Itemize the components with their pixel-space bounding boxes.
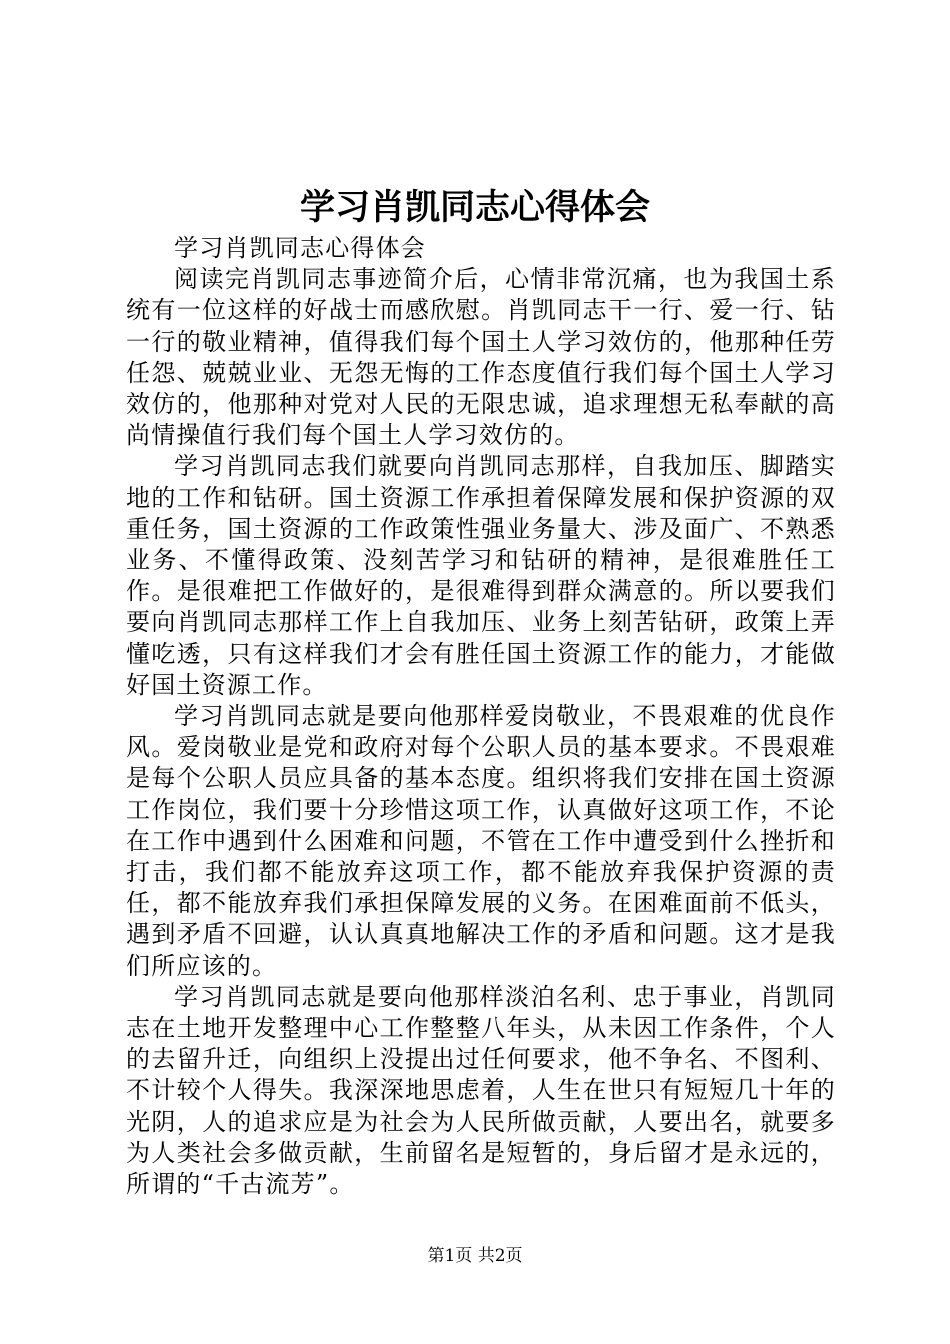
body-paragraph-3: 学习肖凯同志就是要向他那样爱岗敬业，不畏艰难的优良作风。爱岗敬业是党和政府对每个公职人员的基本要求。不畏艰难是每个公职人员应具备的基本态度。组织将我们安排在国土资源工作岗位，我们要十分珍惜这项工作，认真做好这项工作，不论在工作中遇到什么困难和问题，不管在工作中遭受到什么挫折和打击，我们都不能放弃这项工作，都不能放弃我保护资源的责任，都不能放弃我们承担保障发展的义务。在困难面前不低头，遇到矛盾不回避，认认真真地解决工作的矛盾和问题。这才是我们所应该的。 (126, 702, 836, 980)
body-paragraph-4: 学习肖凯同志就是要向他那样淡泊名利、忠于事业，肖凯同志在土地开发整理中心工作整整八年头，从未因工作条件，个人的去留升迁，向组织上没提出过任何要求，他不争名、不图利、不计较个人得失。我深深地思虑着，人生在世只有短短几十年的光阴，人的追求应是为社会为人民所做贡献，人要出名，就要多为人类社会多做贡献，生前留名是短暂的，身后留才是永远的，所谓的“千古流芳”。 (126, 982, 836, 1199)
document-title: 学习肖凯同志心得体会 (299, 187, 650, 228)
document-body (126, 233, 836, 1200)
body-paragraph-2: 学习肖凯同志我们就要向肖凯同志那样，自我加压、脚踏实地的工作和钻研。国土资源工作承担着保障发展和保护资源的双重任务，国土资源的工作政策性强业务量大、涉及面广、不熟悉业务、不懂得政策、没刻苦学习和钻研的精神，是很难胜任工作。是很难把工作做好的，是很难得到群众满意的。所以要我们要向肖凯同志那样工作上自我加压、业务上刻苦钻研，政策上弄懂吃透，只有这样我们才会有胜任国土资源工作的能力，才能做好国土资源工作。 (126, 452, 836, 699)
subtitle-paragraph: 学习肖凯同志心得体会 (174, 234, 426, 262)
page-footer: 第1页 共2页 (427, 1246, 523, 1266)
body-paragraph-1: 阅读完肖凯同志事迹简介后，心情非常沉痛，也为我国土系统有一位这样的好战士而感欣慰。肖凯同志干一行、爱一行、钻一行的敬业精神，值得我们每个国土人学习效仿的，他那种任劳任怨、兢兢业业、无怨无悔的工作态度值行我们每个国土人学习效仿的，他那种对党对人民的无限忠诚，追求理想无私奉献的高尚情操值行我们每个国土人学习效仿的。 (126, 265, 836, 450)
